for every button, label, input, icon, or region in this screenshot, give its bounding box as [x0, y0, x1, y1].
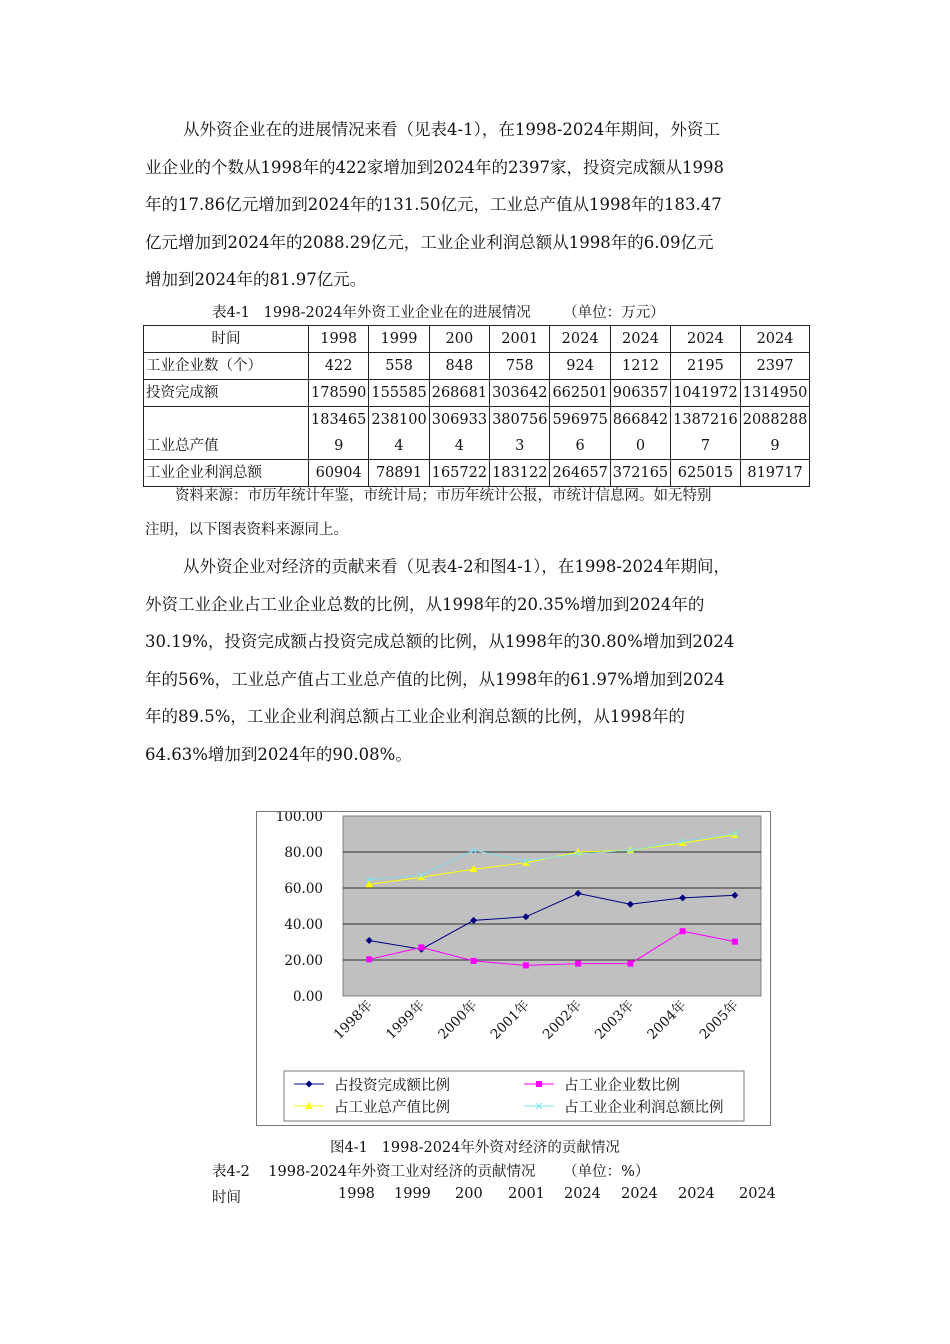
text-line: 64.63%增加到2024年的90.08%。: [145, 744, 412, 764]
row-label-cell: 投资完成额: [144, 380, 309, 407]
table-cell: 200: [429, 326, 489, 353]
y-tick-label: 0.00: [292, 989, 323, 1005]
table-cell: 1387216 7: [671, 407, 741, 460]
data-point: [523, 962, 529, 968]
data-point: [680, 928, 686, 934]
table-row: [144, 353, 810, 380]
paragraph-contribution: [145, 548, 825, 773]
table-cell: 906357: [610, 380, 670, 407]
table-header-row: [212, 1186, 792, 1208]
table-cell: 2024: [740, 326, 810, 353]
x-tick-label: 2002年: [539, 997, 585, 1043]
table-cell: 1314950: [740, 380, 810, 407]
table-cell: 2024: [671, 326, 741, 353]
table-cell: 422: [309, 353, 369, 380]
table-cell: 2397: [740, 353, 810, 380]
data-point: [627, 961, 633, 967]
text-line: 增加到2024年的81.97亿元。: [145, 270, 367, 289]
table-cell: 2001: [490, 326, 550, 353]
table-cell: 200: [455, 1186, 483, 1202]
x-tick-label: 2003年: [592, 997, 638, 1043]
table-cell: 264657: [550, 460, 610, 487]
legend-label: 占工业总产值比例: [334, 1100, 450, 1116]
table-cell: 924: [550, 353, 610, 380]
text-line: 外资工业企业占工业企业总数的比例，从1998年的20.35%增加到2024年的: [145, 594, 705, 614]
table-cell: 1212: [610, 353, 670, 380]
table-cell: 558: [369, 353, 429, 380]
plot-area: [343, 816, 761, 996]
x-tick-label: 1999年: [383, 997, 429, 1043]
table-cell: 662501: [550, 380, 610, 407]
table-cell: 183122: [490, 460, 550, 487]
legend-label: 占投资完成额比例: [334, 1078, 450, 1094]
x-tick-label: 2004年: [644, 997, 690, 1043]
table-cell: 268681: [429, 380, 489, 407]
paragraph-intro: [145, 111, 825, 299]
table-cell: 155585: [369, 380, 429, 407]
table-cell: 60904: [309, 460, 369, 487]
data-point: [366, 956, 372, 962]
table-cell: 819717: [740, 460, 810, 487]
table-cell: 758: [490, 353, 550, 380]
text-line: 年的89.5%，工业企业利润总额占工业企业利润总额的比例，从1998年的: [145, 707, 685, 726]
legend-label: 占工业企业数比例: [564, 1078, 680, 1094]
table-cell: 2024: [564, 1186, 601, 1202]
table-caption-4-2: 表4-2 1998-2024年外资工业对经济的贡献情况 （单位：%）: [212, 1164, 650, 1180]
table-cell: 866842 0: [610, 407, 670, 460]
table-cell: 306933 4: [429, 407, 489, 460]
table-cell: 1998: [338, 1186, 375, 1202]
x-tick-label: 2000年: [435, 997, 481, 1043]
legend-marker: [536, 1081, 542, 1087]
data-point: [471, 958, 477, 964]
data-point: [418, 944, 424, 950]
table-cell: 848: [429, 353, 489, 380]
table-cell: 时间: [212, 1190, 241, 1206]
table-cell: 1999: [394, 1186, 431, 1202]
table-cell: 2024: [678, 1186, 715, 1202]
text-line: 资料来源：市历年统计年鉴，市统计局；市历年统计公报，市统计信息网。如无特别: [175, 488, 712, 504]
data-point: [575, 961, 581, 967]
text-line: 30.19%，投资完成额占投资完成总额的比例，从1998年的30.80%增加到2024: [145, 632, 735, 651]
table-caption: 表4-1 1998-2024年外资工业企业在的进展情况 （单位：万元）: [212, 305, 665, 321]
y-tick-label: 20.00: [284, 953, 323, 969]
table-cell: 1998: [309, 326, 369, 353]
text-line: 年的56%，工业总产值占工业总产值的比例，从1998年的61.97%增加到2024: [145, 669, 725, 689]
chart-svg: [257, 812, 770, 1125]
table-cell: 380756 3: [490, 407, 550, 460]
table-cell: 238100 4: [369, 407, 429, 460]
row-label-cell: 工业企业数（个）: [144, 353, 309, 380]
table-cell: 1999: [369, 326, 429, 353]
text-line: 从外资企业在的进展情况来看（见表4-1），在1998-2024年期间，外资工: [183, 120, 720, 139]
table-header-row: [144, 326, 810, 353]
table-cell: 2024: [739, 1186, 776, 1202]
y-tick-label: 40.00: [284, 917, 323, 933]
table-cell: 2195: [671, 353, 741, 380]
y-tick-label: 100.00: [275, 812, 323, 825]
table-cell: 596975 6: [550, 407, 610, 460]
table-cell: 1041972: [671, 380, 741, 407]
table-cell: 372165: [610, 460, 670, 487]
table-cell: 178590: [309, 380, 369, 407]
row-label-cell: 工业企业利润总额: [144, 460, 309, 487]
row-label-cell: 工业总产值: [144, 407, 309, 460]
y-tick-label: 80.00: [284, 845, 323, 861]
table-cell: 165722: [429, 460, 489, 487]
x-tick-label: 2001年: [487, 997, 533, 1043]
text-line: 亿元增加到2024年的2088.29亿元，工业企业利润总额从1998年的6.09亿元: [145, 232, 714, 252]
source-note: [145, 479, 825, 547]
figure-caption: 图4-1 1998-2024年外资对经济的贡献情况: [330, 1140, 620, 1156]
row-label-cell: 时间: [144, 326, 309, 353]
table-cell: 2024: [610, 326, 670, 353]
table-cell: 2024: [621, 1186, 658, 1202]
text-line: 年的17.86亿元增加到2024年的131.50亿元，工业总产值从1998年的183.47: [145, 195, 722, 214]
data-table: [143, 325, 810, 487]
line-chart: [256, 811, 771, 1126]
table-cell: 625015: [671, 460, 741, 487]
y-tick-label: 60.00: [284, 881, 323, 897]
text-line: 注明，以下图表资料来源同上。: [145, 522, 348, 538]
table-cell: 2001: [508, 1186, 545, 1202]
table-row: [144, 380, 810, 407]
table-cell: 78891: [369, 460, 429, 487]
x-tick-label: 2005年: [696, 997, 742, 1043]
legend-label: 占工业企业利润总额比例: [564, 1100, 724, 1116]
text-line: 从外资企业对经济的贡献来看（见表4-2和图4-1），在1998-2024年期间，: [183, 557, 730, 576]
table-cell: 2088288 9: [740, 407, 810, 460]
table-row: [144, 407, 810, 460]
data-point: [732, 939, 738, 945]
table-cell: 183465 9: [309, 407, 369, 460]
x-tick-label: 1998年: [330, 997, 376, 1043]
table-cell: 2024: [550, 326, 610, 353]
text-line: 业企业的个数从1998年的422家增加到2024年的2397家，投资完成额从1998: [145, 157, 724, 177]
table-cell: 303642: [490, 380, 550, 407]
